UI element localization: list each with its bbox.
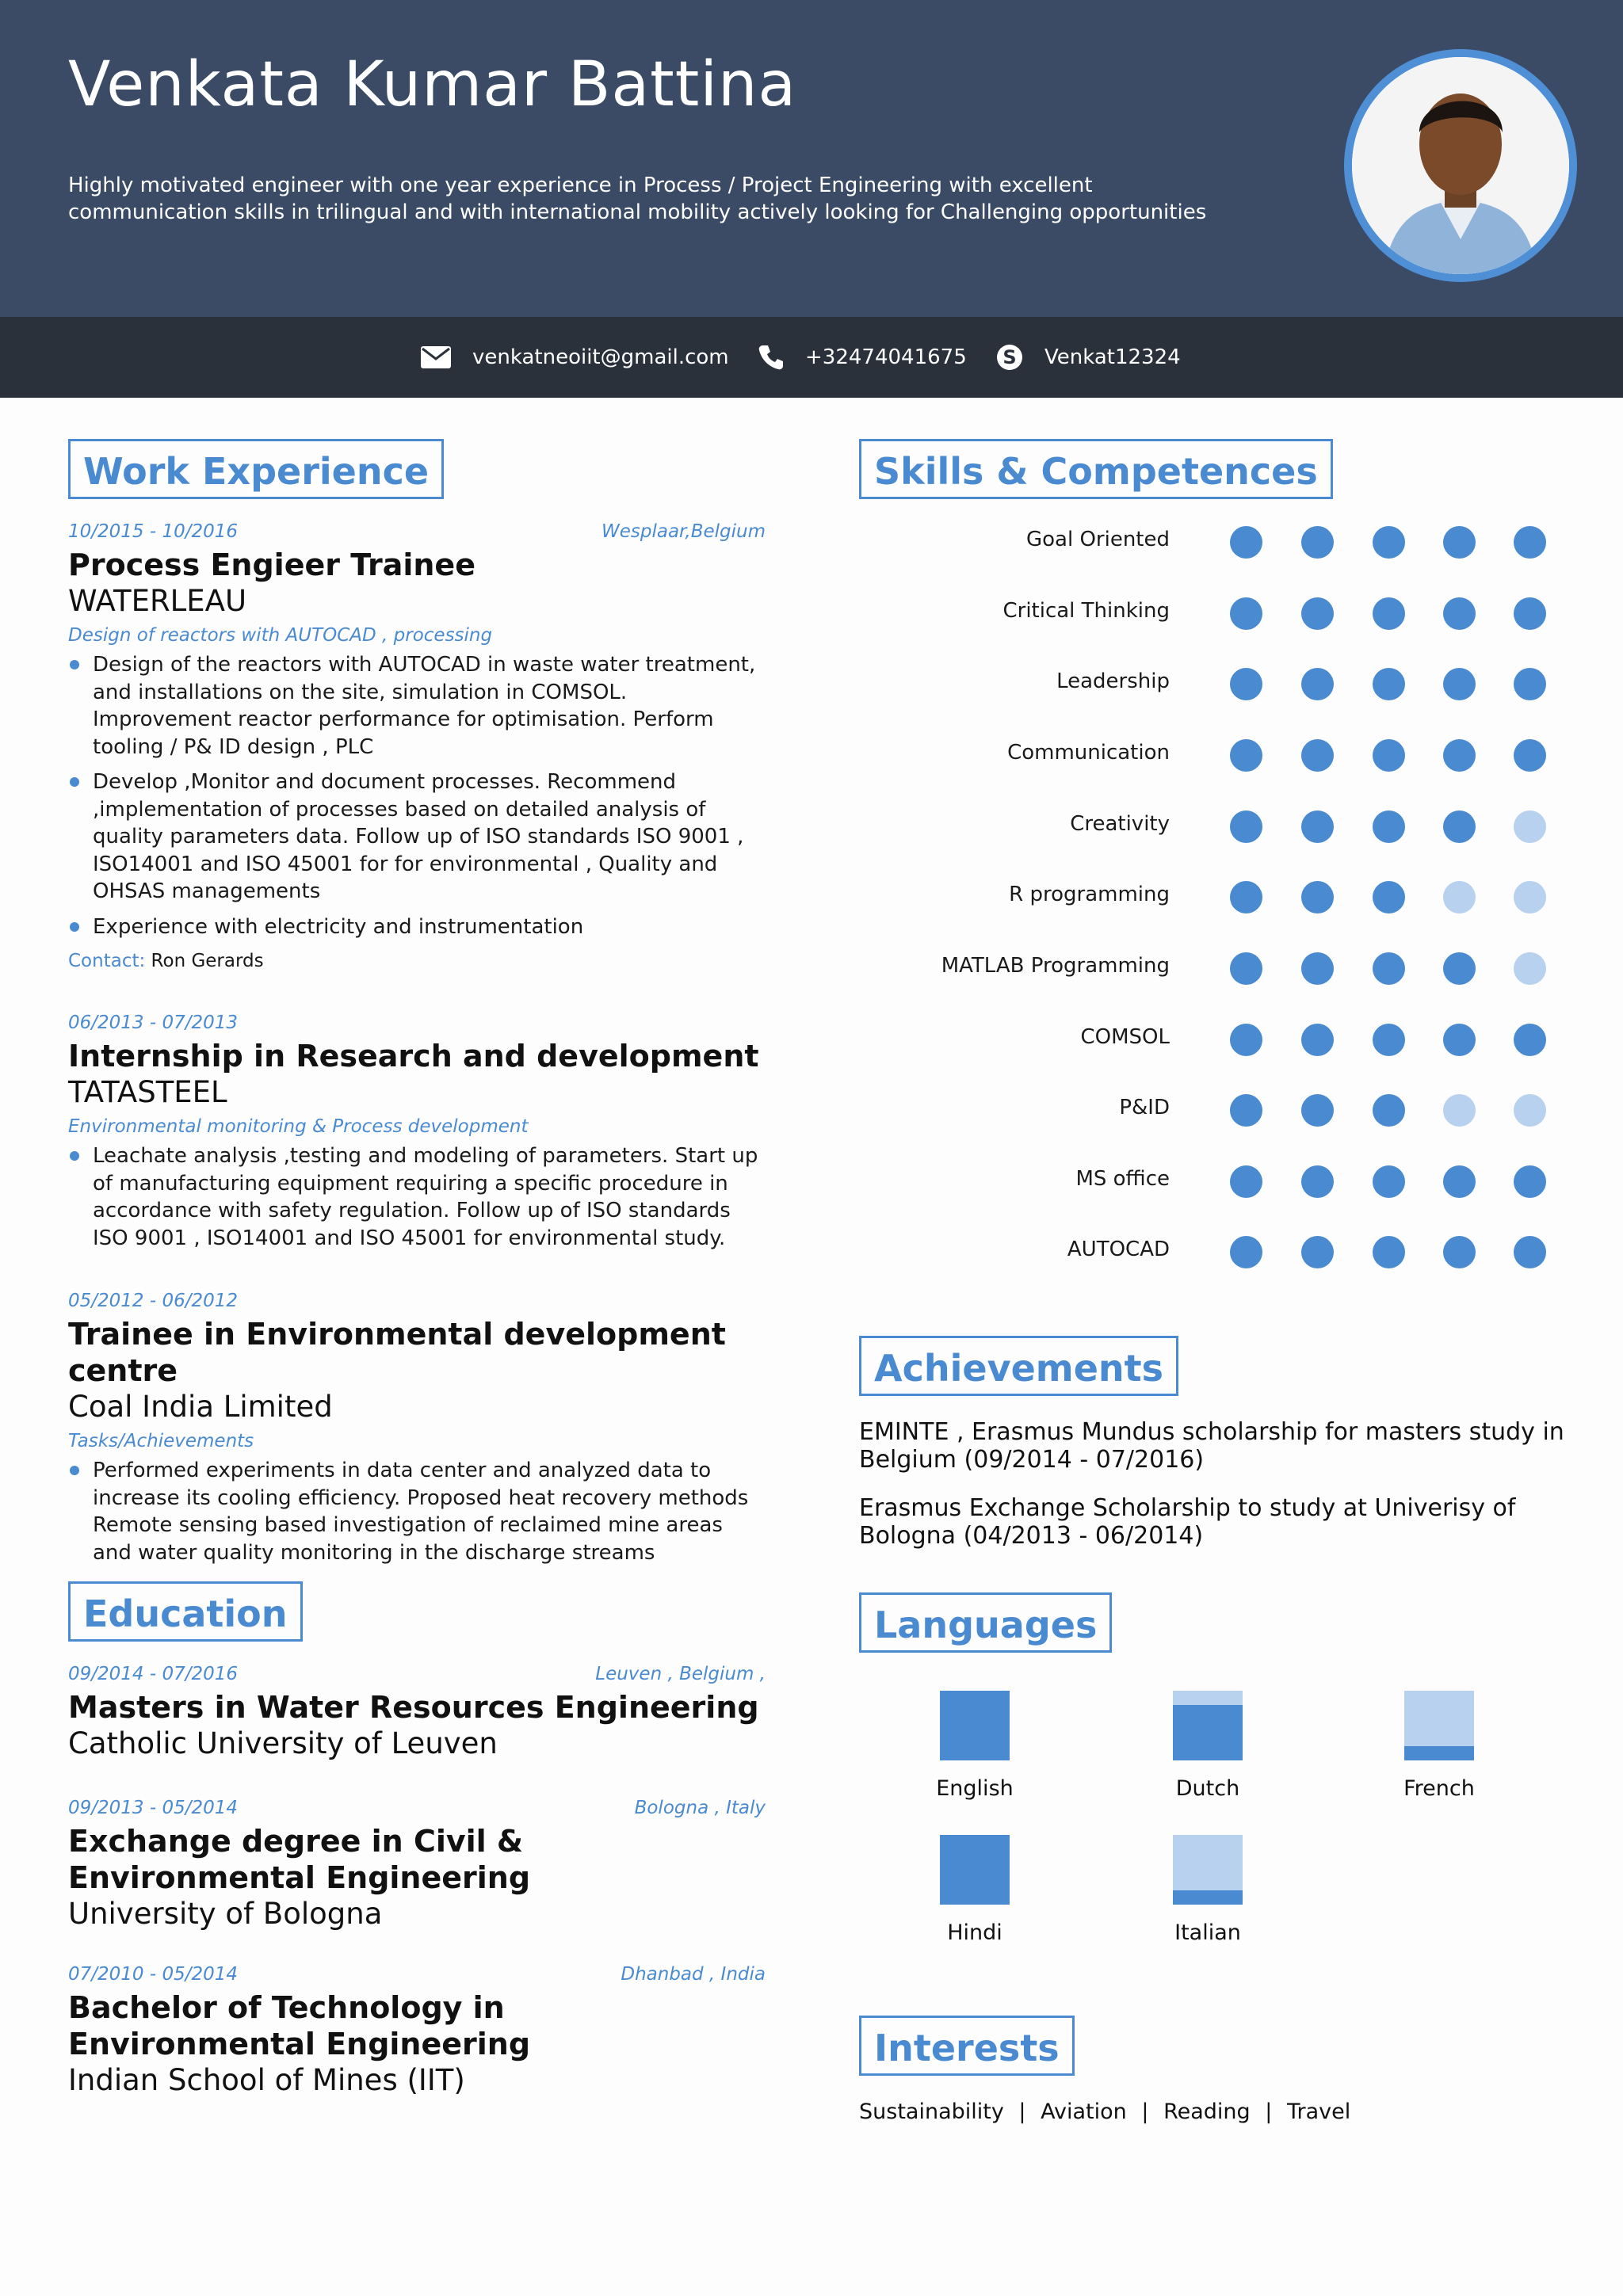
- skype-icon: [995, 343, 1024, 372]
- skill-level-dot: [1230, 881, 1262, 913]
- skill-label: P&ID: [1119, 1096, 1170, 1119]
- skill-label: COMSOL: [1080, 1025, 1170, 1049]
- job-title: Process Engieer Trainee: [68, 547, 475, 582]
- language-name: Italian: [1174, 1920, 1241, 1945]
- skill-row: [861, 871, 1574, 919]
- skill-row: [861, 588, 1574, 635]
- skill-level-dot: [1230, 1236, 1262, 1268]
- skill-level-dot: [1514, 1236, 1546, 1268]
- interest-item: Reading: [1163, 2100, 1251, 2124]
- language-name: French: [1403, 1776, 1475, 1801]
- job-location: Wesplaar,Belgium: [601, 521, 766, 542]
- skill-level-dot: [1514, 526, 1546, 559]
- skill-level-dot: [1443, 1094, 1476, 1127]
- edu-degree: Exchange degree in Civil & Environmental Engineering: [68, 1824, 531, 1895]
- skill-level-dot: [1301, 952, 1334, 985]
- edu-degree: Bachelor of Technology in Environmental Engineering: [68, 1990, 531, 2061]
- education-entry-ism: [68, 1961, 766, 2099]
- skill-level-dot: [1373, 1236, 1405, 1268]
- job-entry-tatasteel: [68, 1009, 766, 1260]
- email-contact[interactable]: [420, 317, 729, 398]
- achievement-item: EMINTE , Erasmus Mundus scholarship for masters study in Belgium (09/2014 - 07/2016): [859, 1418, 1564, 1474]
- skill-level-dot: [1373, 952, 1405, 985]
- profile-photo: [1344, 49, 1577, 282]
- skill-label: Critical Thinking: [1002, 599, 1170, 623]
- skill-level-dot: [1301, 1024, 1334, 1056]
- skill-row: [861, 1156, 1574, 1203]
- profile-summary: Highly motivated engineer with one year experience in Process / Project Engineering with excellent communication skills in trilingual and with international mobility actively looking for Challenging opportunities: [68, 174, 1207, 224]
- skill-level-dot: [1301, 668, 1334, 700]
- skill-level-dot: [1230, 1094, 1262, 1127]
- language-name: English: [936, 1776, 1014, 1801]
- job-dates: 10/2015 - 10/2016: [68, 521, 239, 542]
- interests-list: Sustainability | Aviation | Reading | Travel: [859, 2100, 1351, 2124]
- language-name: Dutch: [1175, 1776, 1240, 1801]
- skill-level-dot: [1230, 526, 1262, 559]
- skill-level-dot: [1373, 881, 1405, 913]
- contact-bar: [0, 317, 1623, 398]
- skill-level-dot: [1373, 1024, 1405, 1056]
- skill-level-dot: [1443, 1236, 1476, 1268]
- job-dates: 05/2012 - 06/2012: [68, 1291, 239, 1311]
- skill-level-dot: [1514, 1165, 1546, 1198]
- skill-level-dot: [1301, 881, 1334, 913]
- skill-label: MATLAB Programming: [941, 954, 1170, 978]
- language-item: [1360, 1691, 1518, 1801]
- job-title: Internship in Research and development: [68, 1039, 759, 1074]
- skill-level-dot: [1373, 810, 1405, 843]
- interest-item: Travel: [1286, 2100, 1351, 2124]
- language-level-indicator: [940, 1691, 1010, 1760]
- language-name: Hindi: [947, 1920, 1002, 1945]
- skill-row: [861, 1014, 1574, 1062]
- job-entry-waterleau: [68, 518, 766, 974]
- edu-degree: Masters in Water Resources Engineering: [68, 1690, 759, 1725]
- skill-level-dot: [1230, 597, 1262, 630]
- job-reference: [68, 948, 766, 974]
- skill-row: [861, 1085, 1574, 1132]
- skill-level-dot: [1514, 1024, 1546, 1056]
- job-entry-coal-india: [68, 1287, 766, 1574]
- phone-icon: [758, 344, 785, 371]
- list-item: Performed experiments in data center and analyzed data to increase its cooling efficiency. Proposed heat recovery methods Remote sensing based investigation of reclaimed mine areas and water quality monitoring in the discharge streams: [68, 1457, 766, 1566]
- job-title: Trainee in Environmental development centre: [68, 1317, 726, 1388]
- skill-row: [861, 1226, 1574, 1274]
- skill-row: [861, 943, 1574, 990]
- skill-row: [861, 517, 1574, 564]
- job-dates: 06/2013 - 07/2013: [68, 1013, 239, 1033]
- language-level-fill: [1173, 1705, 1243, 1760]
- language-level-fill: [940, 1691, 1010, 1760]
- skill-level-dot: [1301, 526, 1334, 559]
- language-level-fill: [940, 1835, 1010, 1905]
- skill-level-dot: [1373, 1165, 1405, 1198]
- interests-heading: Interests: [859, 2016, 1075, 2076]
- education-heading: Education: [68, 1581, 303, 1642]
- skills-heading: Skills & Competences: [859, 439, 1333, 499]
- edu-dates: 09/2013 - 05/2014: [68, 1798, 239, 1818]
- edu-school: Indian School of Mines (IIT): [68, 2063, 465, 2097]
- language-level-fill: [1173, 1890, 1243, 1905]
- list-item: Develop ,Monitor and document processes. Recommend ,implementation of processes based on detailed analysis of quality parameters data. Follow up of ISO standards ISO 9001 , ISO14001 and ISO 45001 for for environmental , Quality and OHSAS managements: [68, 769, 766, 906]
- language-level-indicator: [1173, 1835, 1243, 1905]
- edu-dates: 09/2014 - 07/2016: [68, 1664, 239, 1684]
- language-level-indicator: [1404, 1691, 1474, 1760]
- skill-level-dot: [1301, 1094, 1334, 1127]
- skill-level-dot: [1514, 952, 1546, 985]
- languages-heading: Languages: [859, 1592, 1112, 1653]
- skill-level-dot: [1443, 526, 1476, 559]
- skill-level-dot: [1514, 810, 1546, 843]
- achievements-heading: Achievements: [859, 1336, 1178, 1396]
- language-level-fill: [1404, 1746, 1474, 1760]
- skill-level-dot: [1514, 597, 1546, 630]
- header: [0, 0, 1623, 317]
- language-item: [896, 1691, 1054, 1801]
- job-bullets: [68, 1142, 766, 1252]
- skill-level-dot: [1230, 1024, 1262, 1056]
- skill-label: AUTOCAD: [1067, 1238, 1170, 1261]
- edu-location: Bologna , Italy: [634, 1798, 766, 1818]
- education-entry-bologna: [68, 1794, 766, 1932]
- skill-level-dot: [1230, 810, 1262, 843]
- edu-location: Leuven , Belgium ,: [595, 1664, 766, 1684]
- reference-label: Contact:: [68, 951, 146, 971]
- job-company: WATERLEAU: [68, 584, 247, 618]
- skill-level-dot: [1443, 597, 1476, 630]
- skill-label: Leadership: [1056, 669, 1170, 693]
- skill-level-dot: [1373, 597, 1405, 630]
- email-text: venkatneoiit@gmail.com: [472, 345, 729, 369]
- skill-level-dot: [1301, 1236, 1334, 1268]
- skill-label: Communication: [1007, 741, 1170, 765]
- language-item: [1128, 1691, 1287, 1801]
- list-item: Leachate analysis ,testing and modeling of parameters. Start up of manufacturing equipment requiring a specific procedure in accordance with safety regulation. Follow up of ISO standards ISO 9001 , ISO14001 and ISO 45001 for environmental study.: [68, 1142, 766, 1252]
- skill-level-dot: [1230, 952, 1262, 985]
- phone-contact[interactable]: [758, 317, 967, 398]
- job-bullets: [68, 1457, 766, 1566]
- skill-level-dot: [1301, 597, 1334, 630]
- phone-text: +32474041675: [805, 345, 967, 369]
- skill-level-dot: [1373, 739, 1405, 772]
- skill-level-dot: [1514, 739, 1546, 772]
- list-item: Design of the reactors with AUTOCAD in waste water treatment, and installations on the site, simulation in COMSOL. Improvement reactor performance for optimisation. Perform tooling / P& ID design , PLC: [68, 651, 766, 761]
- skill-label: Creativity: [1070, 812, 1170, 836]
- reference-name: Ron Gerards: [151, 951, 264, 971]
- job-company: TATASTEEL: [68, 1075, 227, 1109]
- skill-level-dot: [1443, 952, 1476, 985]
- edu-dates: 07/2010 - 05/2014: [68, 1964, 239, 1985]
- job-bullets: [68, 651, 766, 940]
- edu-school: University of Bologna: [68, 1897, 383, 1931]
- skill-row: [861, 801, 1574, 849]
- envelope-icon: [420, 345, 452, 369]
- skill-label: R programming: [1009, 883, 1170, 906]
- interest-item: Sustainability: [859, 2100, 1004, 2124]
- skill-level-dot: [1301, 739, 1334, 772]
- skype-text: Venkat12324: [1044, 345, 1181, 369]
- edu-school: Catholic University of Leuven: [68, 1726, 498, 1760]
- skill-label: MS office: [1075, 1167, 1170, 1191]
- svg-text:S: S: [1002, 346, 1017, 368]
- skill-level-dot: [1373, 1094, 1405, 1127]
- skill-level-dot: [1443, 739, 1476, 772]
- skill-level-dot: [1443, 810, 1476, 843]
- skill-level-dot: [1514, 668, 1546, 700]
- job-description: Environmental monitoring & Process development: [68, 1116, 529, 1137]
- language-item: [896, 1835, 1054, 1945]
- skill-row: [861, 730, 1574, 777]
- list-item: Experience with electricity and instrumentation: [68, 913, 766, 941]
- skill-level-dot: [1443, 1024, 1476, 1056]
- skill-level-dot: [1373, 668, 1405, 700]
- skill-label: Goal Oriented: [1025, 528, 1170, 551]
- edu-location: Dhanbad , India: [621, 1964, 766, 1985]
- skill-level-dot: [1301, 1165, 1334, 1198]
- candidate-name: Venkata Kumar Battina: [68, 49, 797, 120]
- skill-level-dot: [1230, 1165, 1262, 1198]
- avatar-portrait: [1352, 57, 1569, 274]
- language-level-indicator: [1173, 1691, 1243, 1760]
- skill-level-dot: [1301, 810, 1334, 843]
- skill-level-dot: [1443, 1165, 1476, 1198]
- job-company: Coal India Limited: [68, 1390, 333, 1424]
- language-level-indicator: [940, 1835, 1010, 1905]
- skill-level-dot: [1443, 881, 1476, 913]
- education-entry-leuven: [68, 1661, 766, 1762]
- job-description: Tasks/Achievements: [68, 1431, 254, 1451]
- skype-contact[interactable]: [995, 317, 1181, 398]
- skill-level-dot: [1514, 1094, 1546, 1127]
- skill-level-dot: [1230, 668, 1262, 700]
- skill-level-dot: [1514, 881, 1546, 913]
- achievement-item: Erasmus Exchange Scholarship to study at Univerisy of Bologna (04/2013 - 06/2014): [859, 1494, 1516, 1550]
- skill-level-dot: [1373, 526, 1405, 559]
- job-description: Design of reactors with AUTOCAD , processing: [68, 625, 493, 646]
- skill-level-dot: [1230, 739, 1262, 772]
- language-item: [1128, 1835, 1287, 1945]
- skill-level-dot: [1443, 668, 1476, 700]
- work-experience-heading: Work Experience: [68, 439, 444, 499]
- interest-item: Aviation: [1041, 2100, 1127, 2124]
- skill-row: [861, 658, 1574, 706]
